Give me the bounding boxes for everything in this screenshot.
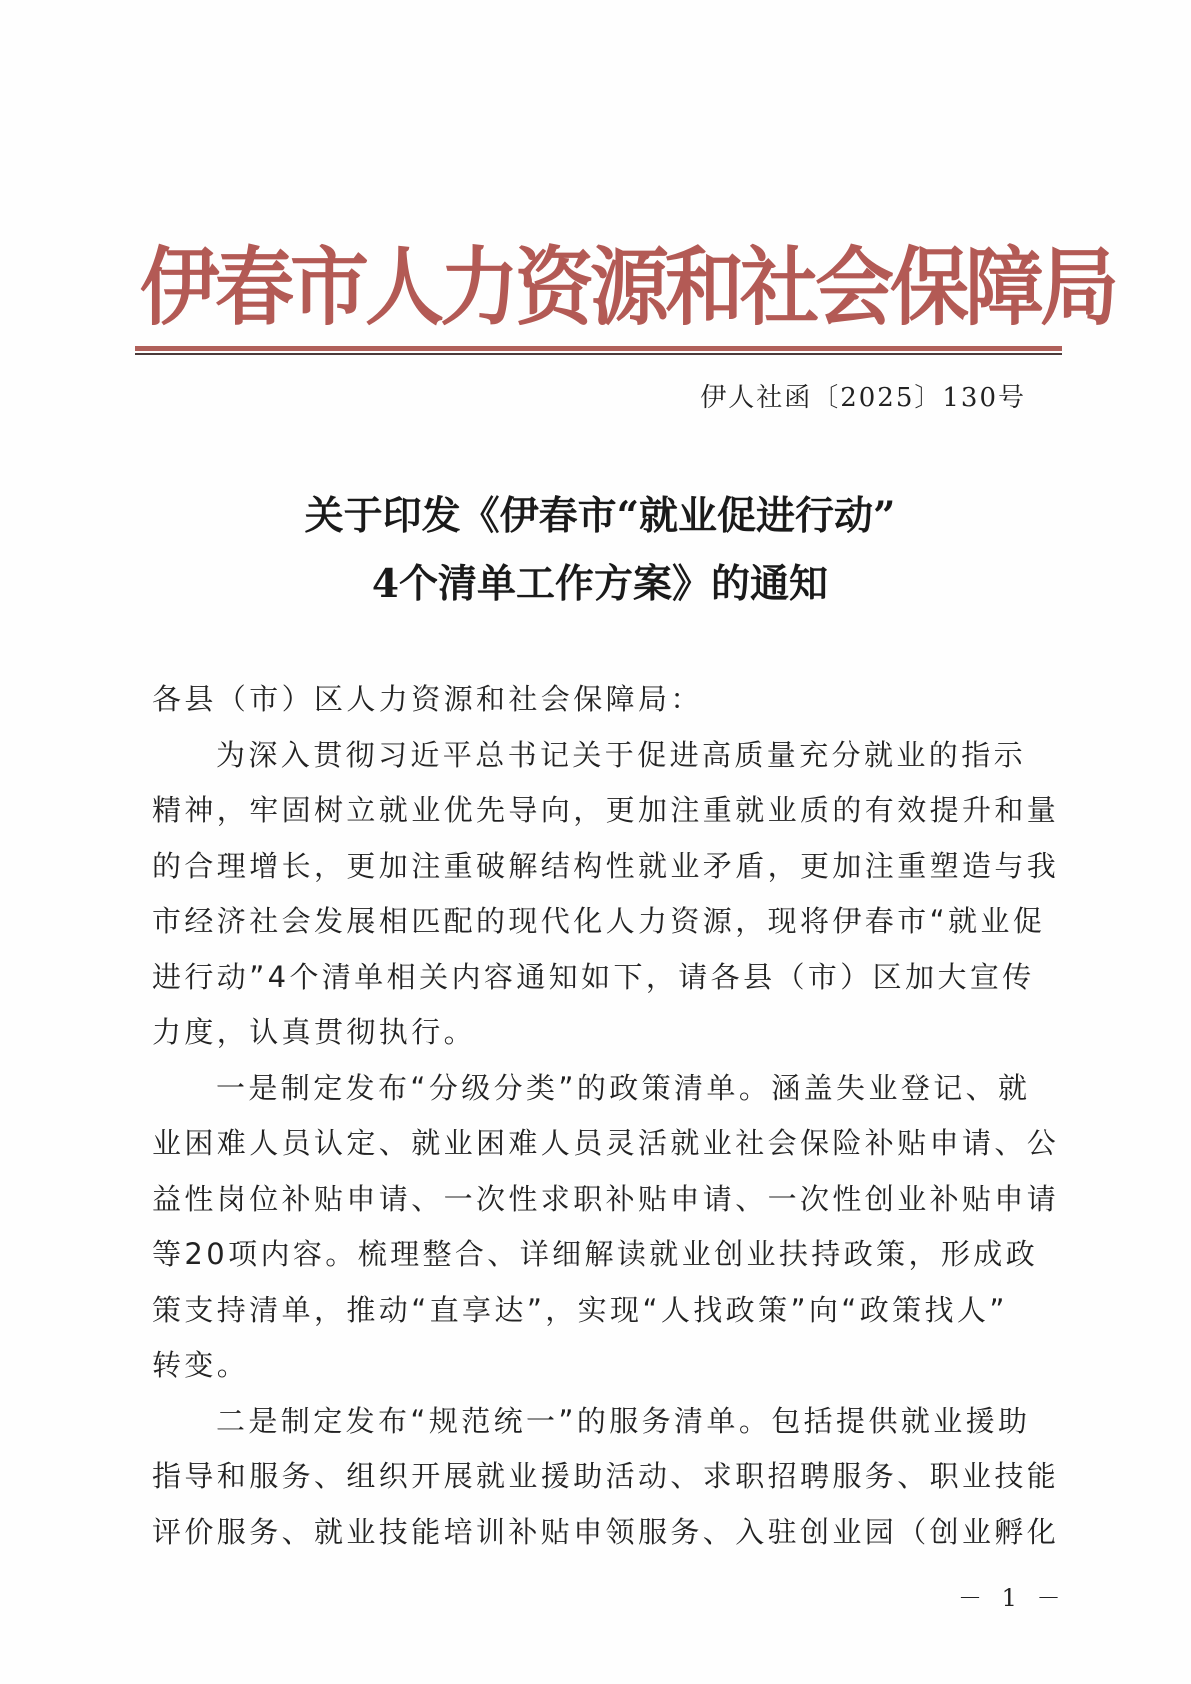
body-line: 等20项内容。梳理整合、详细解读就业创业扶持政策，形成政 bbox=[152, 1237, 1039, 1271]
paragraph-service-list bbox=[152, 1394, 1060, 1561]
paragraph-policy-list bbox=[152, 1061, 1060, 1394]
title-line-2: 4个清单工作方案》的通知 bbox=[371, 561, 829, 607]
body-line: 益性岗位补贴申请、一次性求职补贴申请、一次性创业补贴申请 bbox=[152, 1181, 1060, 1216]
agency-masthead: 伊春市人力资源和社会保障局 bbox=[140, 237, 1115, 338]
paragraph-intro bbox=[152, 728, 1060, 1061]
body-line: 力度，认真贯彻执行。 bbox=[152, 1015, 477, 1049]
body-line: 一是制定发布“分级分类”的政策清单。涵盖失业登记、就 bbox=[216, 1070, 1031, 1105]
body-line: 为深入贯彻习近平总书记关于促进高质量充分就业的指示 bbox=[216, 737, 1027, 772]
document-title bbox=[150, 482, 1050, 618]
document-body bbox=[152, 672, 1060, 1560]
salutation: 各县（市）区人力资源和社会保障局： bbox=[152, 682, 703, 716]
body-line: 指导和服务、组织开展就业援助活动、求职招聘服务、职业技能 bbox=[152, 1459, 1060, 1493]
body-line: 精神，牢固树立就业优先导向，更加注重就业质的有效提升和量 bbox=[152, 793, 1060, 827]
dark-header-rule bbox=[135, 353, 1062, 355]
body-line: 的合理增长，更加注重破解结构性就业矛盾，更加注重塑造与我 bbox=[152, 848, 1060, 883]
page-number: － 1 － bbox=[958, 1584, 1067, 1612]
red-header-rule bbox=[135, 346, 1062, 351]
document-number: 伊人社函〔2025〕130号 bbox=[700, 383, 1026, 413]
body-line: 二是制定发布“规范统一”的服务清单。包括提供就业援助 bbox=[216, 1403, 1031, 1438]
body-line: 市经济社会发展相匹配的现代化人力资源，现将伊春市“就业促 bbox=[152, 904, 1046, 938]
title-line-1: 关于印发《伊春市“就业促进行动” bbox=[304, 493, 896, 539]
body-line: 进行动”4个清单相关内容通知如下，请各县（市）区加大宣传 bbox=[152, 959, 1035, 994]
body-line: 评价服务、就业技能培训补贴申领服务、入驻创业园（创业孵化 bbox=[152, 1514, 1060, 1549]
body-line: 转变。 bbox=[152, 1348, 250, 1382]
body-line: 策支持清单，推动“直享达”，实现“人找政策”向“政策找人” bbox=[152, 1292, 1008, 1327]
body-line: 业困难人员认定、就业困难人员灵活就业社会保险补贴申请、公 bbox=[152, 1126, 1060, 1160]
